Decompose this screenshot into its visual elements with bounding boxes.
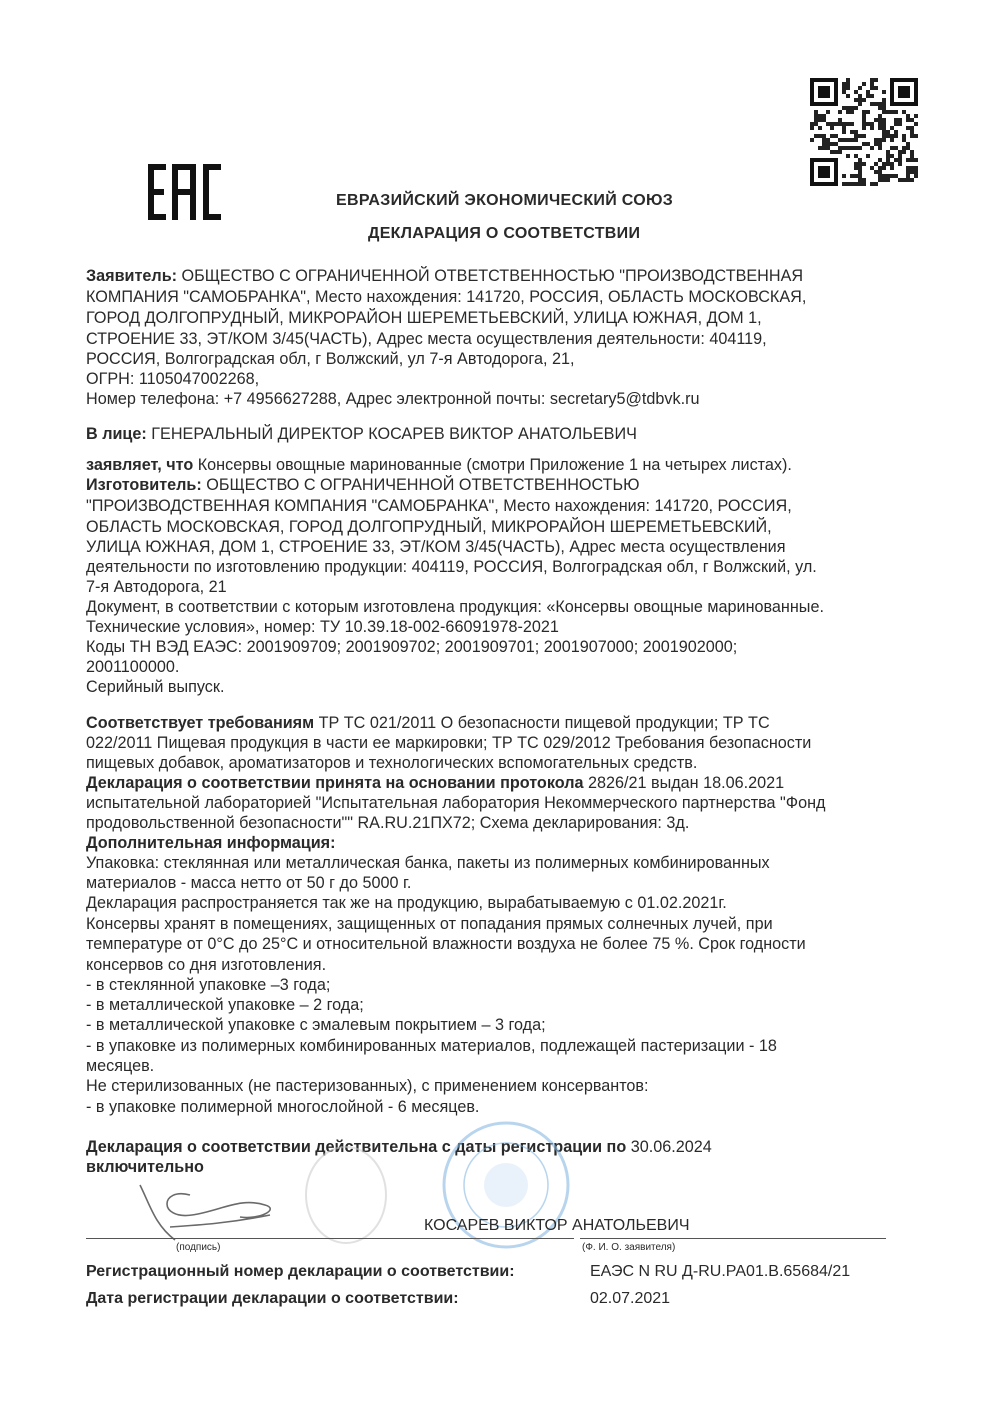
manufacturer-line-3: УЛИЦА ЮЖНАЯ, ДОМ 1, СТРОЕНИЕ 33, ЭТ/КОМ 3/45(ЧАСТЬ), Адрес места осуществления bbox=[86, 538, 786, 556]
company-stamp bbox=[296, 1100, 576, 1280]
manufacturer-line-5: 7-я Автодорога, 21 bbox=[86, 578, 227, 596]
additional-line-4: температуре от 0°С до 25°С и относительной влажности воздуха не более 75 %. Срок годности bbox=[86, 935, 806, 953]
additional-line-11: Не стерилизованных (не пастеризованных), с применением консервантов: bbox=[86, 1077, 649, 1095]
registration-number-value: ЕАЭС N RU Д-RU.РА01.В.65684/21 bbox=[590, 1263, 851, 1280]
declares-label: заявляет, что bbox=[86, 456, 194, 474]
additional-line-1: материалов - масса нетто от 50 г до 5000 г. bbox=[86, 874, 412, 892]
compliance-line-2: пищевых добавок, ароматизаторов и технологических вспомогательных средств. bbox=[86, 754, 698, 772]
manufacturer-text: ОБЩЕСТВО С ОГРАНИЧЕННОЙ ОТВЕТСТВЕННОСТЬЮ bbox=[201, 476, 640, 494]
additional-line-9: - в упаковке из полимерных комбинированных материалов, подлежащей пастеризации - 18 bbox=[86, 1037, 777, 1055]
qr-code bbox=[810, 78, 918, 186]
manufacturer-line-1: "ПРОИЗВОДСТВЕННАЯ КОМПАНИЯ "САМОБРАНКА", Место нахождения: 141720, РОССИЯ, bbox=[86, 497, 792, 515]
eac-logo-graphic bbox=[146, 162, 226, 222]
applicant-line-6: Номер телефона: +7 4956627288, Адрес электронной почты: secretary5@tdbvk.ru bbox=[86, 390, 700, 408]
additional-line-12: - в упаковке полимерной многослойной - 6 месяцев. bbox=[86, 1098, 480, 1116]
registration-date-value: 02.07.2021 bbox=[590, 1290, 671, 1307]
applicant-label: Заявитель: bbox=[86, 267, 178, 285]
basis-line-1: испытательной лабораторией "Испытательная лаборатория Некоммерческого партнерства "Фонд bbox=[86, 794, 826, 812]
signature-rule-right bbox=[580, 1238, 886, 1239]
additional-line-2: Декларация распространяется так же на продукцию, вырабатываемую с 01.02.2021г. bbox=[86, 894, 727, 912]
applicant-line-4: РОССИЯ, Волгоградская обл, г Волжский, ул 7-я Автодорога, 21, bbox=[86, 350, 575, 368]
manufacturer-line-9: 2001100000. bbox=[86, 658, 180, 676]
signature bbox=[130, 1165, 300, 1245]
applicant-line-0 bbox=[86, 266, 803, 286]
additional-line-8: - в металлической упаковке с эмалевым покрытием – 3 года; bbox=[86, 1016, 546, 1034]
eac-logo bbox=[146, 162, 226, 222]
additional-line-3: Консервы хранят в помещениях, защищенных от попадания прямых солнечных лучей, при bbox=[86, 915, 773, 933]
registration-number-label: Регистрационный номер декларации о соответствии: bbox=[86, 1263, 515, 1280]
applicant-line-2: ГОРОД ДОЛГОПРУДНЫЙ, МИКРОРАЙОН ШЕРЕМЕТЬЕВСКИЙ, УЛИЦА ЮЖНАЯ, ДОМ 1, bbox=[86, 309, 762, 327]
validity-label: Декларация о соответствии действительна с даты регистрации по bbox=[86, 1138, 627, 1156]
signature-rule-left bbox=[86, 1238, 574, 1239]
validity-date: 30.06.2024 bbox=[626, 1138, 712, 1156]
applicant-line-3: СТРОЕНИЕ 33, ЭТ/КОМ 3/45(ЧАСТЬ), Адрес места осуществления деятельности: 404119, bbox=[86, 330, 767, 348]
name-caption: (Ф. И. О. заявителя) bbox=[582, 1242, 676, 1253]
representative-label: В лице: bbox=[86, 425, 147, 443]
compliance-line-1: 022/2011 Пищевая продукция в части ее маркировки; ТР ТС 029/2012 Требования безопасности bbox=[86, 734, 812, 752]
basis-line-2: продовольственной безопасности"" RA.RU.21ПХ72; Схема декларирования: 3д. bbox=[86, 814, 690, 832]
signer-name: КОСАРЕВ ВИКТОР АНАТОЛЬЕВИЧ bbox=[424, 1217, 690, 1234]
page-title: ДЕКЛАРАЦИЯ О СООТВЕТСТВИИ bbox=[368, 225, 641, 242]
union-title: ЕВРАЗИЙСКИЙ ЭКОНОМИЧЕСКИЙ СОЮЗ bbox=[336, 192, 674, 209]
declares-line bbox=[86, 455, 792, 475]
basis-line-0 bbox=[86, 773, 784, 793]
additional-line-10: месяцев. bbox=[86, 1057, 155, 1075]
additional-label: Дополнительная информация: bbox=[86, 834, 336, 852]
manufacturer-line-6: Документ, в соответствии с которым изготовлена продукция: «Консервы овощные маринованные. bbox=[86, 598, 824, 616]
applicant-line-1: КОМПАНИЯ "САМОБРАНКА", Место нахождения: 141720, РОССИЯ, ОБЛАСТЬ МОСКОВСКАЯ, bbox=[86, 288, 807, 306]
basis-text: 2826/21 выдан 18.06.2021 bbox=[583, 774, 785, 792]
stamp-graphic bbox=[296, 1100, 576, 1280]
manufacturer-line-10: Серийный выпуск. bbox=[86, 678, 225, 696]
additional-line-6: - в стеклянной упаковке –3 года; bbox=[86, 976, 331, 994]
registration-date-label: Дата регистрации декларации о соответствии: bbox=[86, 1290, 459, 1307]
signature-graphic bbox=[130, 1165, 300, 1245]
applicant-line-5: ОГРН: 1105047002268, bbox=[86, 370, 260, 388]
manufacturer-line-8: Коды ТН ВЭД ЕАЭС: 2001909709; 2001909702; 2001909701; 2001907000; 2001902000; bbox=[86, 638, 738, 656]
additional-line-0: Упаковка: стеклянная или металлическая банка, пакеты из полимерных комбинированных bbox=[86, 854, 770, 872]
additional-line-7: - в металлической упаковке – 2 года; bbox=[86, 996, 364, 1014]
manufacturer-label: Изготовитель: bbox=[86, 476, 202, 494]
qr-code-graphic bbox=[810, 78, 918, 186]
applicant-text: ОБЩЕСТВО С ОГРАНИЧЕННОЙ ОТВЕТСТВЕННОСТЬЮ "ПРОИЗВОДСТВЕННАЯ bbox=[177, 267, 804, 285]
additional-line-5: консервов со дня изготовления. bbox=[86, 956, 327, 974]
representative-line bbox=[86, 424, 637, 444]
basis-label: Декларация о соответствии принята на основании протокола bbox=[86, 774, 584, 792]
validity-tail: включительно bbox=[86, 1158, 204, 1176]
manufacturer-line-7: Технические условия», номер: ТУ 10.39.18-002-66091978-2021 bbox=[86, 618, 559, 636]
representative-value: ГЕНЕРАЛЬНЫЙ ДИРЕКТОР КОСАРЕВ ВИКТОР АНАТОЛЬЕВИЧ bbox=[146, 425, 637, 443]
manufacturer-line-2: ОБЛАСТЬ МОСКОВСКАЯ, ГОРОД ДОЛГОПРУДНЫЙ, МИКРОРАЙОН ШЕРЕМЕТЬЕВСКИЙ, bbox=[86, 518, 772, 536]
manufacturer-line-4: деятельности по изготовлению продукции: 404119, РОССИЯ, Волгоградская обл, г Волжский, ул. bbox=[86, 558, 817, 576]
manufacturer-line-0 bbox=[86, 475, 640, 495]
compliance-line-0 bbox=[86, 713, 770, 733]
compliance-text: ТР ТС 021/2011 О безопасности пищевой продукции; ТР ТС bbox=[314, 714, 770, 732]
declares-value: Консервы овощные маринованные (смотри Приложение 1 на четырех листах). bbox=[193, 456, 792, 474]
sign-caption: (подпись) bbox=[176, 1242, 221, 1253]
compliance-label: Соответствует требованиям bbox=[86, 714, 315, 732]
